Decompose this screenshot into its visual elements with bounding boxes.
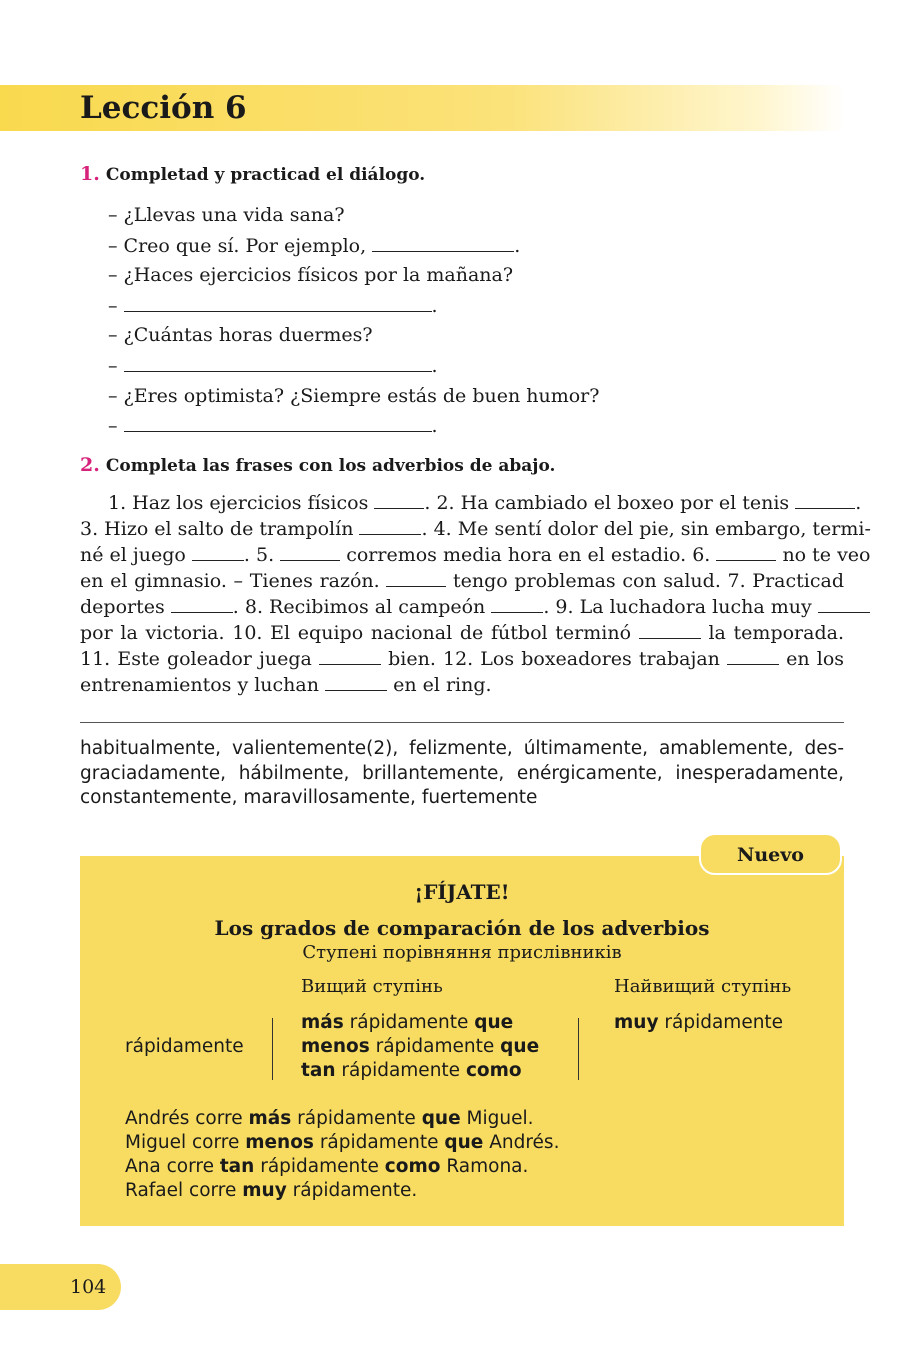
example-sentence: Miguel corre menos rápidamente que Andrés. [125, 1132, 560, 1153]
grammar-subtitle-ukr: Ступені порівняння прислівників [302, 942, 622, 963]
dialog-line: – ¿Cuántas horas duermes? [108, 324, 373, 347]
answer-blank[interactable] [795, 490, 855, 509]
exercise-line: 3. Hizo el salto de trampolín . 4. Me sentí dolor del pie, sin embargo, termi- [80, 518, 871, 540]
task-1-number: 1. [80, 163, 100, 185]
example-sentence: Rafael corre muy rápidamente. [125, 1180, 418, 1201]
example-sentence: Andrés corre más rápidamente que Miguel. [125, 1108, 534, 1129]
answer-blank[interactable] [124, 291, 432, 312]
task-2-number: 2. [80, 454, 100, 476]
example-sentence: Ana corre tan rápidamente como Ramona. [125, 1156, 529, 1177]
word-bank-line: constantemente, maravillosamente, fuertemente [80, 787, 538, 808]
word-bank-line: habitualmente, valientemente(2), felizmente, últimamente, amablemente, des- [80, 738, 844, 759]
answer-blank[interactable] [386, 568, 446, 587]
table-divider [578, 1018, 579, 1080]
answer-blank[interactable] [818, 594, 870, 613]
answer-blank[interactable] [374, 490, 424, 509]
exercise-line: por la victoria. 10. El equipo nacional de fútbol terminó la temporada. [80, 622, 844, 644]
answer-blank[interactable] [192, 542, 244, 561]
exercise-paragraph [80, 490, 871, 698]
exercise-line: 1. Haz los ejercicios físicos . 2. Ha cambiado el boxeo por el tenis . [108, 492, 862, 514]
dialog-line: – ¿Haces ejercicios físicos por la mañana? [108, 264, 514, 287]
answer-blank[interactable] [372, 231, 514, 252]
answer-blank[interactable] [124, 351, 432, 372]
task-2-instruction: Completa las frases con los adverbios de abajo. [105, 456, 556, 476]
answer-blank[interactable] [124, 411, 432, 432]
answer-blank[interactable] [171, 594, 233, 613]
answer-blank[interactable] [319, 646, 381, 665]
col-comparative-heading: Вищий ступінь [301, 976, 443, 997]
answer-blank[interactable] [325, 672, 387, 691]
dialog-line: – ¿Llevas una vida sana? [108, 204, 345, 226]
answer-blank[interactable] [359, 516, 421, 535]
answer-blank[interactable] [491, 594, 543, 613]
answer-blank[interactable] [727, 646, 779, 665]
word-bank [80, 737, 844, 811]
dialog-list [108, 201, 599, 442]
comparative-forms [301, 1011, 539, 1083]
exercise-line: 11. Este goleador juega bien. 12. Los boxeadores trabajan en los [80, 648, 845, 670]
exercise-line: en el gimnasio. – Tienes razón. tengo problemas con salud. 7. Practicad [80, 570, 844, 592]
answer-blank[interactable] [716, 542, 776, 561]
exercise-line: deportes . 8. Recibimos al campeón . 9. La luchadora lucha muy [80, 594, 844, 620]
exercise-line: né el juego . 5. corremos media hora en el estadio. 6. no te veo [80, 544, 871, 566]
answer-blank[interactable] [280, 542, 340, 561]
answer-blank[interactable] [639, 620, 701, 639]
table-divider [272, 1018, 273, 1080]
superlative-form: muy rápidamente [614, 1012, 784, 1033]
divider-rule [80, 722, 844, 723]
nuevo-tab: Nuevo [699, 833, 842, 875]
base-adverb: rápidamente [125, 1036, 244, 1057]
comparative-form: tan rápidamente como [301, 1060, 522, 1081]
dialog-line: – Creo que sí. Por ejemplo, . [108, 231, 599, 262]
page-number: 104 [70, 1276, 107, 1298]
col-superlative-heading: Найвищий ступінь [614, 976, 792, 997]
page-title: Lección 6 [80, 90, 247, 126]
exercise-line: entrenamientos y luchan en el ring. [80, 674, 492, 696]
comparative-form: menos rápidamente que [301, 1036, 540, 1057]
task-1-heading [80, 163, 425, 186]
grammar-subtitle: Los grados de comparación de los adverbios [214, 916, 710, 940]
dialog-line: – . [108, 291, 599, 322]
task-1-instruction: Completad y practicad el diálogo. [105, 165, 426, 185]
comparative-form: más rápidamente que [301, 1012, 514, 1033]
word-bank-line: graciadamente, hábilmente, brillantemente, enérgicamente, inesperadamente, [80, 762, 844, 784]
fijate-heading: ¡FÍJATE! [414, 880, 510, 904]
dialog-line: – . [108, 411, 599, 442]
task-2-heading [80, 454, 555, 477]
dialog-line: – ¿Eres optimista? ¿Siempre estás de buen humor? [108, 384, 600, 407]
examples [125, 1107, 559, 1203]
dialog-line: – . [108, 351, 599, 382]
